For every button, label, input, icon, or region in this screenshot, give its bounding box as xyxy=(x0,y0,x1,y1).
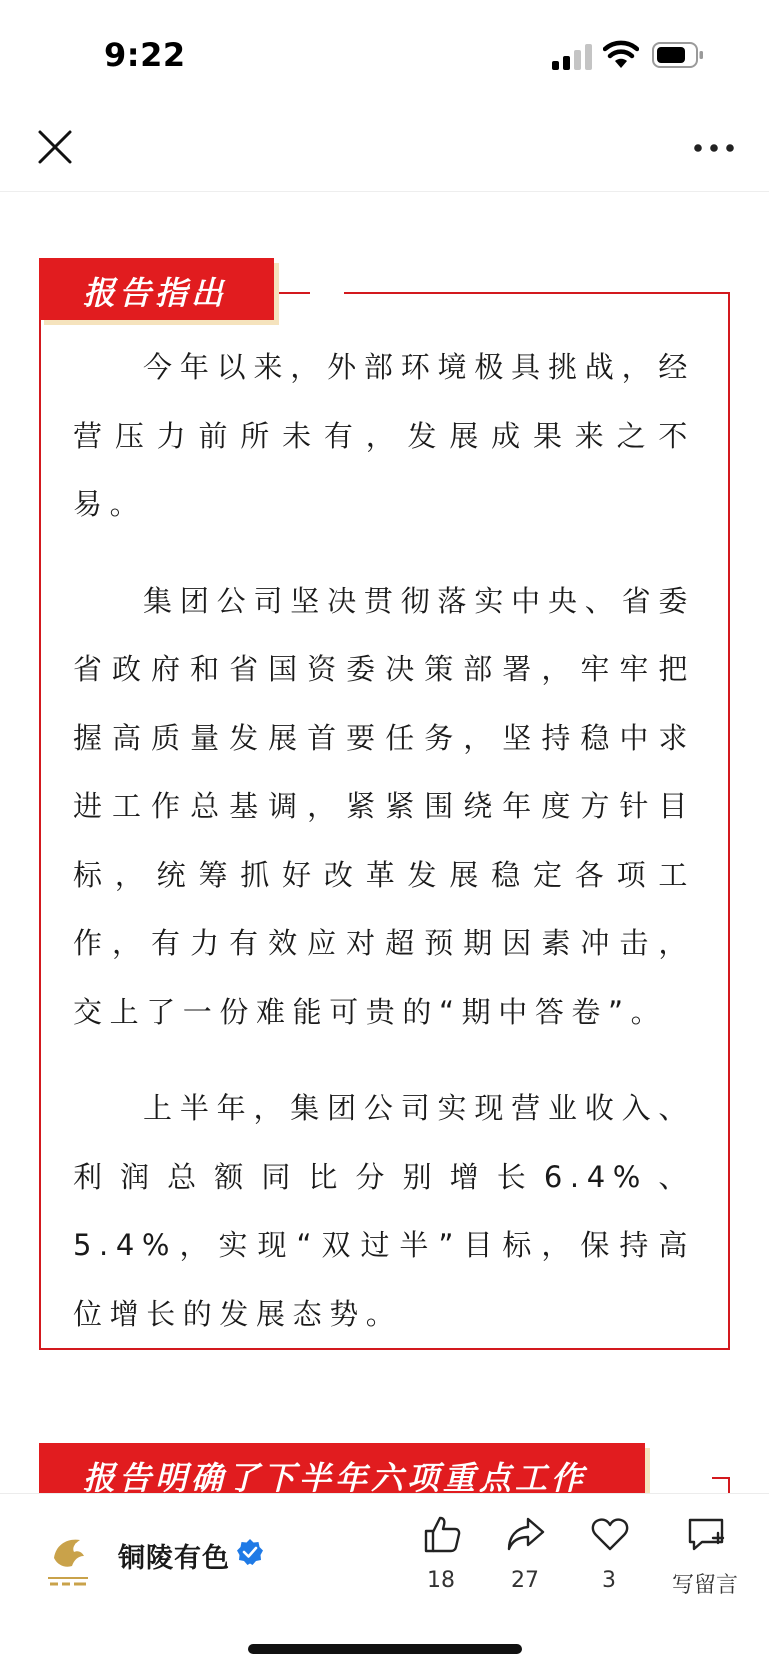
section-body xyxy=(73,333,695,1376)
section-badge xyxy=(39,1443,645,1493)
bottom-action-bar xyxy=(0,1493,769,1665)
article-content xyxy=(0,193,769,1493)
favorite-button[interactable] xyxy=(571,1514,647,1604)
share-button[interactable] xyxy=(487,1514,563,1604)
battery-icon xyxy=(652,42,704,68)
home-indicator[interactable] xyxy=(248,1644,522,1654)
status-bar xyxy=(0,0,769,110)
like-button[interactable] xyxy=(403,1514,479,1604)
wifi-icon xyxy=(603,40,639,70)
nav-bar xyxy=(0,110,769,192)
write-comment-label: 写留言 xyxy=(671,1573,738,1598)
close-icon[interactable] xyxy=(34,126,76,168)
favorite-count: 3 xyxy=(602,1568,616,1593)
section-title: 报告指出 xyxy=(83,274,228,312)
section-title: 报告明确了下半年六项重点工作 xyxy=(83,1459,588,1493)
cellular-signal-icon xyxy=(552,44,592,70)
comment-add-icon xyxy=(686,1514,726,1554)
section-badge xyxy=(39,258,274,320)
paragraph: 集团公司坚决贯彻落实中央、省委省政府和省国资委决策部署，牢牢把握高质量发展首要任务，坚持稳中求进工作总基调，紧紧围绕年度方针目标，统筹抓好改革发展稳定各项工作，有力有效应对超预期因素冲击，交上了一份难能可贵的“期中答卷”。 xyxy=(73,583,695,1029)
share-arrow-icon xyxy=(506,1514,546,1554)
section-frame-corner xyxy=(712,1477,730,1493)
heart-icon xyxy=(590,1514,630,1554)
verified-badge-icon xyxy=(236,1538,264,1566)
paragraph: 上半年，集团公司实现营业收入、利润总额同比分别增长6.4%、5.4%，实现“双过半”目标，保持高位增长的发展态势。 xyxy=(73,1091,695,1331)
frame-gap xyxy=(310,287,344,297)
status-time: 9:22 xyxy=(104,36,186,74)
thumbs-up-icon xyxy=(422,1514,462,1554)
share-count: 27 xyxy=(511,1568,539,1593)
account-name[interactable]: 铜陵有色 xyxy=(118,1543,230,1574)
account-logo-icon[interactable] xyxy=(44,1528,92,1592)
paragraph: 今年以来，外部环境极具挑战，经营压力前所未有，发展成果来之不易。 xyxy=(73,350,695,521)
like-count: 18 xyxy=(427,1568,455,1593)
more-options-icon[interactable] xyxy=(690,130,740,166)
write-comment-button[interactable] xyxy=(655,1514,755,1604)
